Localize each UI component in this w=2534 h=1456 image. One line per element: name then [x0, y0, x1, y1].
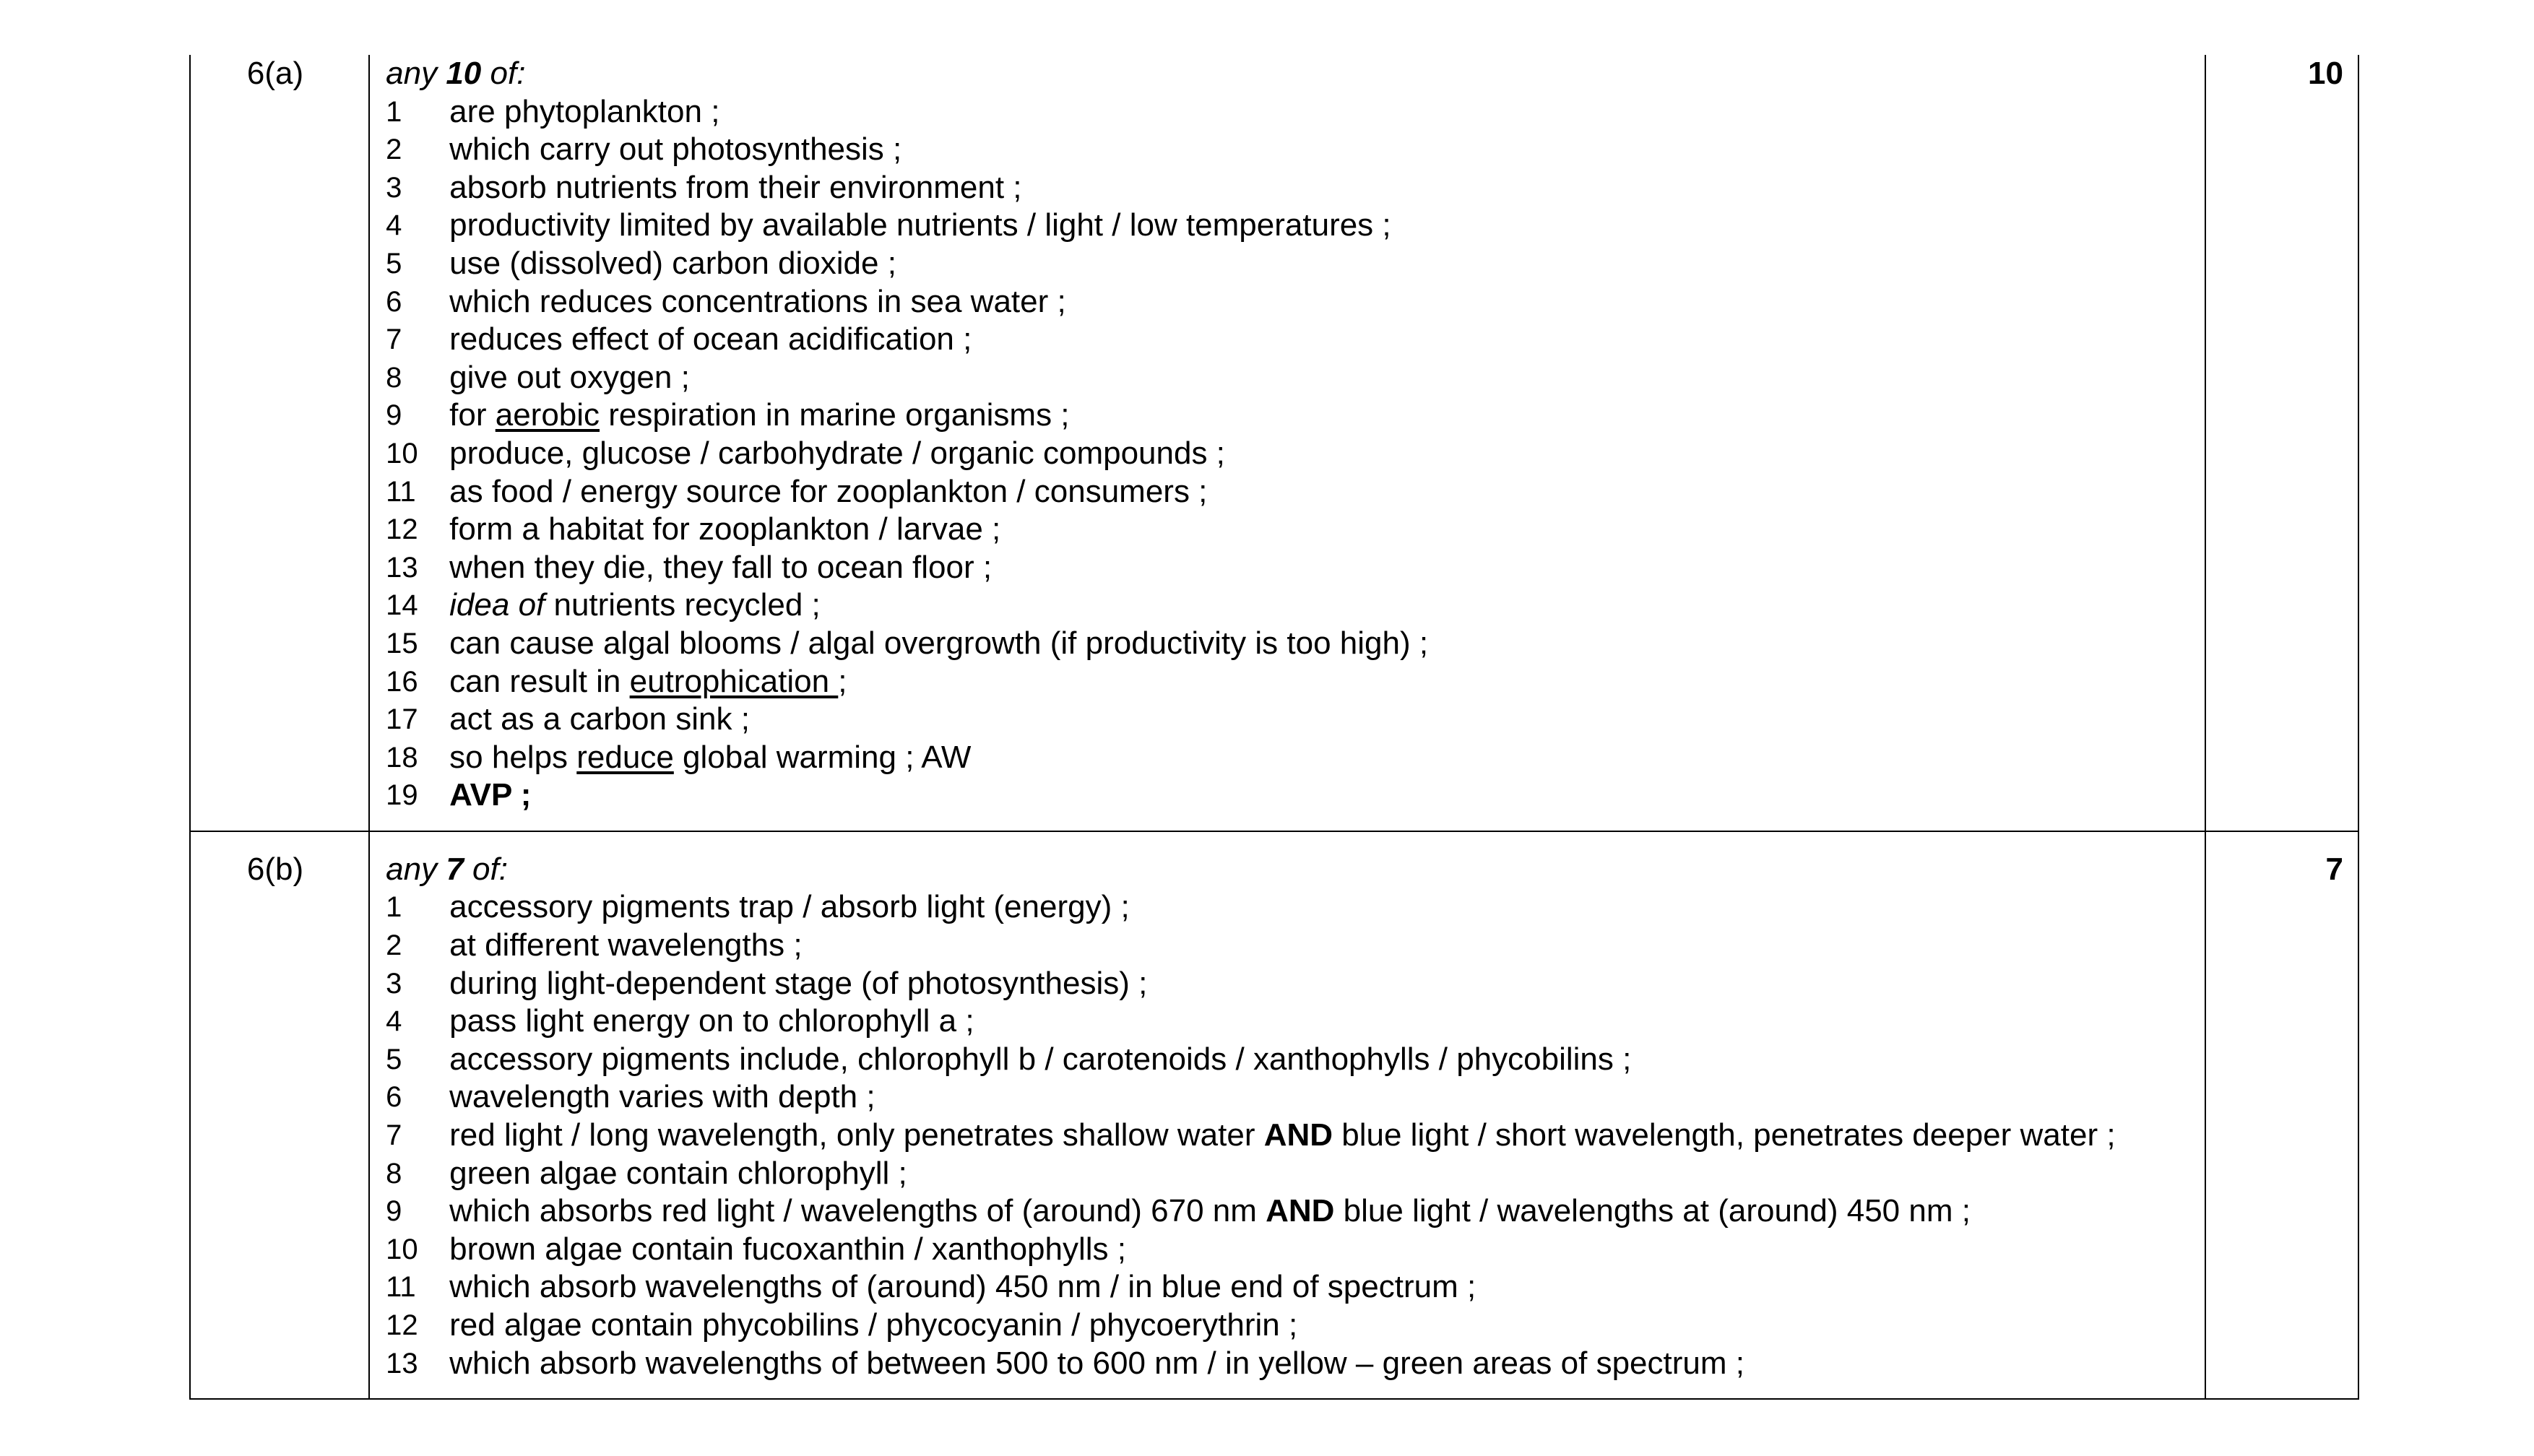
instruction-line	[386, 851, 2205, 889]
instruction-count: 7	[446, 851, 464, 887]
point-text-part: red algae contain phycobilins / phycocyanin / phycoerythrin ;	[449, 1307, 1298, 1343]
point-number: 14	[386, 589, 418, 622]
marking-point	[386, 359, 2205, 397]
point-text-part: during light-dependent stage (of photosynthesis) ;	[449, 965, 1148, 1001]
question-row-6b	[190, 831, 2358, 1399]
instruction-count: 10	[446, 56, 482, 91]
point-text-part: ;	[838, 663, 847, 699]
point-text	[449, 965, 1147, 1003]
point-text	[449, 625, 1428, 663]
point-number: 11	[386, 475, 416, 508]
marking-point	[386, 321, 2205, 359]
point-number: 3	[386, 967, 402, 1000]
instruction-line	[386, 55, 2205, 93]
point-text-part: can result in	[449, 663, 630, 699]
point-text	[449, 1002, 974, 1041]
point-text-part: can cause algal blooms / algal overgrowth (if productivity is too high) ;	[449, 625, 1429, 661]
point-text-part: when they die, they fall to ocean floor ;	[449, 549, 993, 585]
marking-points-list	[386, 93, 2205, 815]
marking-point	[386, 131, 2205, 169]
point-text	[449, 321, 972, 359]
point-text-part: absorb nutrients from their environment ;	[449, 169, 1022, 205]
point-text-part: blue light / short wavelength, penetrates deeper water ;	[1333, 1117, 2116, 1153]
point-number: 13	[386, 1347, 418, 1379]
marking-point	[386, 1002, 2205, 1041]
marking-point	[386, 1078, 2205, 1117]
point-text	[449, 549, 992, 587]
marking-point	[386, 1117, 2205, 1155]
point-text	[449, 359, 690, 397]
point-text-part: AVP ;	[449, 777, 532, 813]
point-text	[449, 1117, 2115, 1155]
point-number: 8	[386, 1157, 402, 1190]
marks-value: 10	[2205, 55, 2358, 831]
point-text-part: red light / long wavelength, only penetrates shallow water	[449, 1117, 1264, 1153]
point-number: 12	[386, 514, 418, 546]
point-text	[449, 1192, 1971, 1231]
point-text-part: give out oxygen ;	[449, 359, 690, 395]
marking-point	[386, 245, 2205, 283]
point-text-part: use (dissolved) carbon dioxide ;	[449, 245, 896, 281]
point-text	[449, 435, 1225, 473]
point-text	[449, 396, 1069, 435]
marking-point	[386, 549, 2205, 587]
point-text-part: nutrients recycled ;	[545, 587, 821, 623]
marking-point	[386, 283, 2205, 321]
point-text-part: wavelength varies with depth ;	[449, 1079, 875, 1115]
point-text-part: which carry out photosynthesis ;	[449, 131, 902, 168]
marking-point	[386, 207, 2205, 245]
point-text-part: produce, glucose / carbohydrate / organic compounds ;	[449, 435, 1225, 471]
marking-point	[386, 888, 2205, 927]
marking-point	[386, 663, 2205, 701]
point-text	[449, 701, 750, 739]
instruction-suffix: of:	[481, 56, 526, 91]
point-text	[449, 927, 802, 965]
point-text	[449, 888, 1130, 927]
point-text	[449, 1231, 1126, 1269]
point-number: 9	[386, 399, 402, 432]
point-number: 2	[386, 134, 402, 166]
point-text-part: global warming ; AW	[673, 739, 972, 775]
point-number: 4	[386, 209, 402, 242]
point-number: 4	[386, 1005, 402, 1038]
point-text-part: brown algae contain fucoxanthin / xanthophylls ;	[449, 1231, 1126, 1267]
point-text	[449, 1268, 1476, 1306]
marking-point	[386, 169, 2205, 207]
instruction-prefix: any	[386, 851, 446, 887]
point-number: 6	[386, 285, 402, 318]
marking-point	[386, 1192, 2205, 1231]
point-text-part: green algae contain chlorophyll ;	[449, 1155, 907, 1191]
point-text	[449, 663, 847, 701]
marking-point	[386, 586, 2205, 625]
point-text	[449, 1155, 907, 1193]
point-text	[449, 776, 531, 815]
point-text-part: which absorb wavelengths of (around) 450 nm / in blue end of spectrum ;	[449, 1269, 1476, 1305]
point-text	[449, 283, 1066, 321]
point-text-part: AND	[1266, 1193, 1335, 1229]
point-text-part: accessory pigments include, chlorophyll b / carotenoids / xanthophylls / phycobilins ;	[449, 1041, 1632, 1077]
marking-point	[386, 625, 2205, 663]
answer-cell	[369, 831, 2205, 1399]
point-text-part: pass light energy on to chlorophyll a ;	[449, 1003, 974, 1039]
point-text-part: AND	[1263, 1117, 1333, 1153]
point-number: 5	[386, 1043, 402, 1075]
instruction-suffix: of:	[463, 851, 508, 887]
question-row-6a	[190, 55, 2358, 831]
marks-value: 7	[2205, 831, 2358, 1399]
point-text	[449, 473, 1207, 511]
marking-point	[386, 1155, 2205, 1193]
point-text	[449, 511, 1000, 549]
question-number: 6(b)	[190, 831, 369, 1399]
marking-point	[386, 776, 2205, 815]
point-text-part: are phytoplankton ;	[449, 93, 720, 129]
answer-cell	[369, 55, 2205, 831]
marking-point	[386, 1041, 2205, 1079]
point-text	[449, 245, 896, 283]
marking-point	[386, 1345, 2205, 1383]
marking-point	[386, 1306, 2205, 1345]
point-number: 7	[386, 1119, 402, 1152]
point-text-part: for	[449, 397, 496, 433]
point-number: 2	[386, 930, 402, 962]
point-text-part: reduce	[576, 739, 674, 775]
marking-point	[386, 511, 2205, 549]
point-number: 6	[386, 1081, 402, 1114]
point-number: 9	[386, 1195, 402, 1228]
point-number: 19	[386, 779, 418, 812]
point-text-part: act as a carbon sink ;	[449, 701, 750, 737]
point-number: 11	[386, 1271, 416, 1304]
point-number: 16	[386, 665, 418, 698]
marking-point	[386, 1268, 2205, 1306]
marking-point	[386, 396, 2205, 435]
point-number: 17	[386, 703, 418, 736]
point-text	[449, 1078, 875, 1117]
point-text	[449, 169, 1021, 207]
point-text-part: so helps	[449, 739, 577, 775]
point-text-part: productivity limited by available nutrients / light / low temperatures ;	[449, 207, 1391, 243]
point-text-part: reduces effect of ocean acidification ;	[449, 321, 972, 358]
marking-point	[386, 927, 2205, 965]
point-text-part: accessory pigments trap / absorb light (energy) ;	[449, 889, 1130, 925]
marking-point	[386, 701, 2205, 739]
marking-point	[386, 435, 2205, 473]
point-text-part: blue light / wavelengths at (around) 450 nm ;	[1334, 1193, 1971, 1229]
point-text	[449, 1306, 1297, 1345]
point-text-part: idea of	[449, 587, 545, 623]
instruction-prefix: any	[386, 56, 446, 91]
point-number: 8	[386, 361, 402, 394]
point-text	[449, 93, 719, 131]
point-number: 7	[386, 324, 402, 356]
point-text-part: form a habitat for zooplankton / larvae ;	[449, 511, 1001, 547]
point-number: 1	[386, 95, 402, 128]
marking-point	[386, 473, 2205, 511]
point-number: 1	[386, 891, 402, 924]
point-number: 10	[386, 437, 418, 469]
point-number: 5	[386, 247, 402, 280]
marking-point	[386, 739, 2205, 777]
marking-point	[386, 93, 2205, 131]
point-number: 12	[386, 1309, 418, 1341]
point-text-part: which absorbs red light / wavelengths of (around) 670 nm	[449, 1193, 1266, 1229]
point-text-part: which reduces concentrations in sea water ;	[449, 283, 1066, 319]
point-number: 10	[386, 1233, 418, 1265]
point-text-part: which absorb wavelengths of between 500 to 600 nm / in yellow – green areas of spectrum ;	[449, 1345, 1744, 1381]
point-text-part: eutrophication	[629, 663, 839, 699]
point-text	[449, 1041, 1631, 1079]
marking-points-list	[386, 888, 2205, 1382]
point-text	[449, 1345, 1744, 1383]
question-number: 6(a)	[190, 55, 369, 831]
point-number: 13	[386, 551, 418, 584]
marking-point	[386, 1231, 2205, 1269]
point-text	[449, 586, 821, 625]
point-text-part: respiration in marine organisms ;	[600, 397, 1070, 433]
marking-point	[386, 965, 2205, 1003]
point-text	[449, 207, 1391, 245]
point-text	[449, 739, 971, 777]
point-number: 3	[386, 171, 402, 204]
mark-scheme-table	[189, 55, 2359, 1400]
point-text	[449, 131, 901, 169]
point-text-part: aerobic	[495, 397, 600, 433]
point-number: 15	[386, 627, 418, 659]
point-number: 18	[386, 741, 418, 774]
point-text-part: as food / energy source for zooplankton / consumers ;	[449, 473, 1208, 509]
point-text-part: at different wavelengths ;	[449, 927, 803, 963]
